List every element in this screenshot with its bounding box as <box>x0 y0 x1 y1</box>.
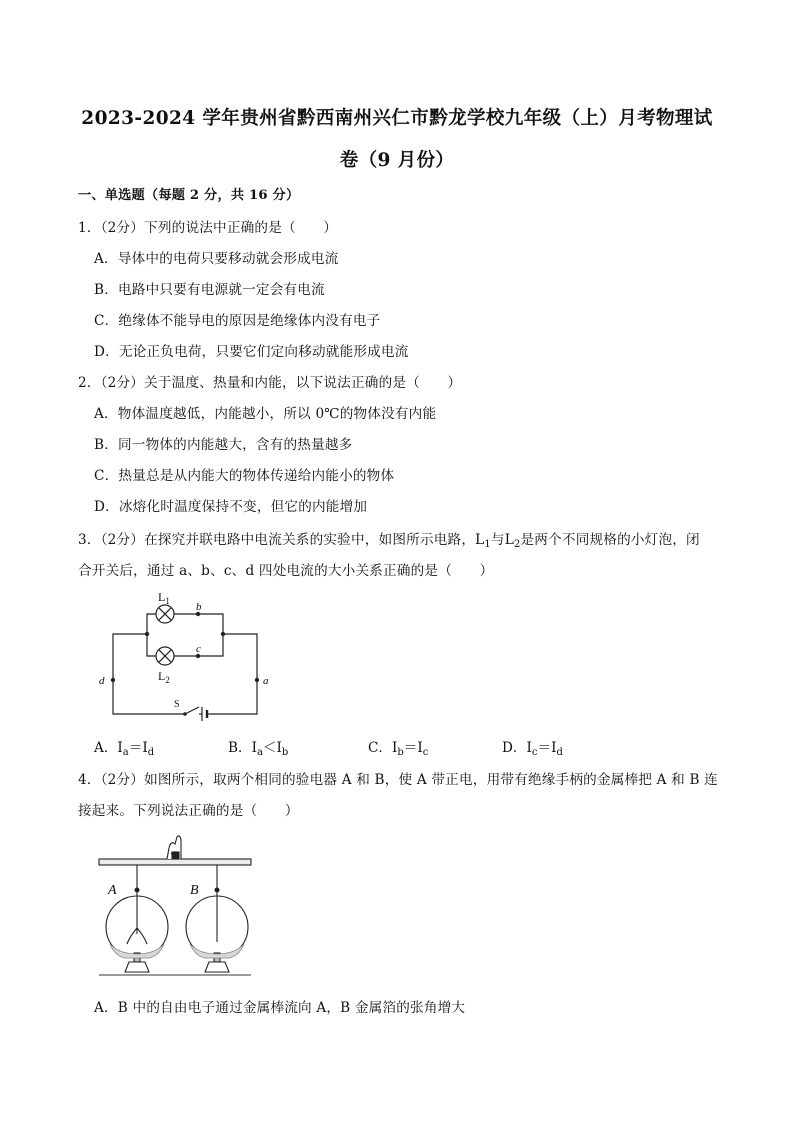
label-a: a <box>263 675 269 687</box>
q2-option-c: C．热量总是从内能大的物体传递给内能小的物体 <box>94 468 395 484</box>
q3-option-a: A．$I_a=I_d$ <box>94 740 155 758</box>
q3-stem-part3: 是两个不同规格的小灯泡，闭 <box>520 532 700 548</box>
q1-option-c: C．绝缘体不能导电的原因是绝缘体内没有电子 <box>94 313 381 329</box>
page-title-line1: 2023-2024 学年贵州省黔西南州兴仁市黔龙学校九年级（上）月考物理试 <box>81 108 713 129</box>
q2-option-b: B．同一物体的内能越大，含有的热量越多 <box>94 437 353 453</box>
q3-stem-part1: 3．（2分）在探究并联电路中电流关系的实验中，如图所示电路，L <box>78 532 485 548</box>
label-a-electroscope: A <box>108 883 117 898</box>
section-heading: 一、单选题（每题 2 分，共 16 分） <box>78 188 300 203</box>
label-s: S <box>174 699 180 710</box>
q1-option-d: D．无论正负电荷，只要它们定向移动就能形成电流 <box>94 344 409 360</box>
q3-stem-part2: 与L <box>490 532 514 548</box>
q2-option-a: A．物体温度越低，内能越小，所以 0℃的物体没有内能 <box>94 406 437 422</box>
q3-stem-sub1: 1 <box>484 539 491 550</box>
q4-electroscope-diagram <box>95 832 255 984</box>
q3-circuit-diagram <box>90 586 280 722</box>
label-d: d <box>99 675 105 687</box>
label-l1-sub: 1 <box>165 596 170 606</box>
q3-option-c: C．$I_b=I_c$ <box>368 740 429 758</box>
q3-stem-line2: 合开关后，通过 a、b、c、d 四处电流的大小关系正确的是（ ） <box>78 563 494 579</box>
q1-option-b: B．电路中只要有电源就一定会有电流 <box>94 282 325 298</box>
q3-option-d: D．$I_c=I_d$ <box>502 740 563 758</box>
q2-option-d: D．冰熔化时温度保持不变，但它的内能增加 <box>94 499 368 515</box>
q3-option-b: B．$I_a<I_b$ <box>228 740 289 758</box>
svg-text:L2 <box>158 669 170 685</box>
label-b-electroscope: B <box>190 883 199 898</box>
label-b: b <box>196 601 202 613</box>
q1-option-a: A．导体中的电荷只要移动就会形成电流 <box>94 251 339 267</box>
q4-stem-line1: 4．（2分）如图所示，取两个相同的验电器 A 和 B，使 A 带正电，用带有绝缘手柄的金属棒把 A 和 B 连 <box>78 772 718 788</box>
svg-text:L1 <box>158 590 170 606</box>
label-l2-sub: 2 <box>165 675 170 685</box>
q3-stem-line1 <box>78 528 700 550</box>
label-c: c <box>196 643 201 655</box>
q4-option-a: A．B 中的自由电子通过金属棒流向 A，B 金属箔的张角增大 <box>94 1000 466 1016</box>
q2-stem: 2．（2分）关于温度、热量和内能，以下说法正确的是（ ） <box>78 375 462 391</box>
label-l1: L <box>158 590 166 604</box>
q4-stem-line2: 接起来。下列说法正确的是（ ） <box>78 803 299 819</box>
label-l2: L <box>158 669 166 683</box>
q1-stem: 1．（2分）下列的说法中正确的是（ ） <box>78 220 338 236</box>
q3-stem-sub2: 2 <box>513 539 521 550</box>
page-title-line2: 卷（9 月份） <box>339 150 455 171</box>
